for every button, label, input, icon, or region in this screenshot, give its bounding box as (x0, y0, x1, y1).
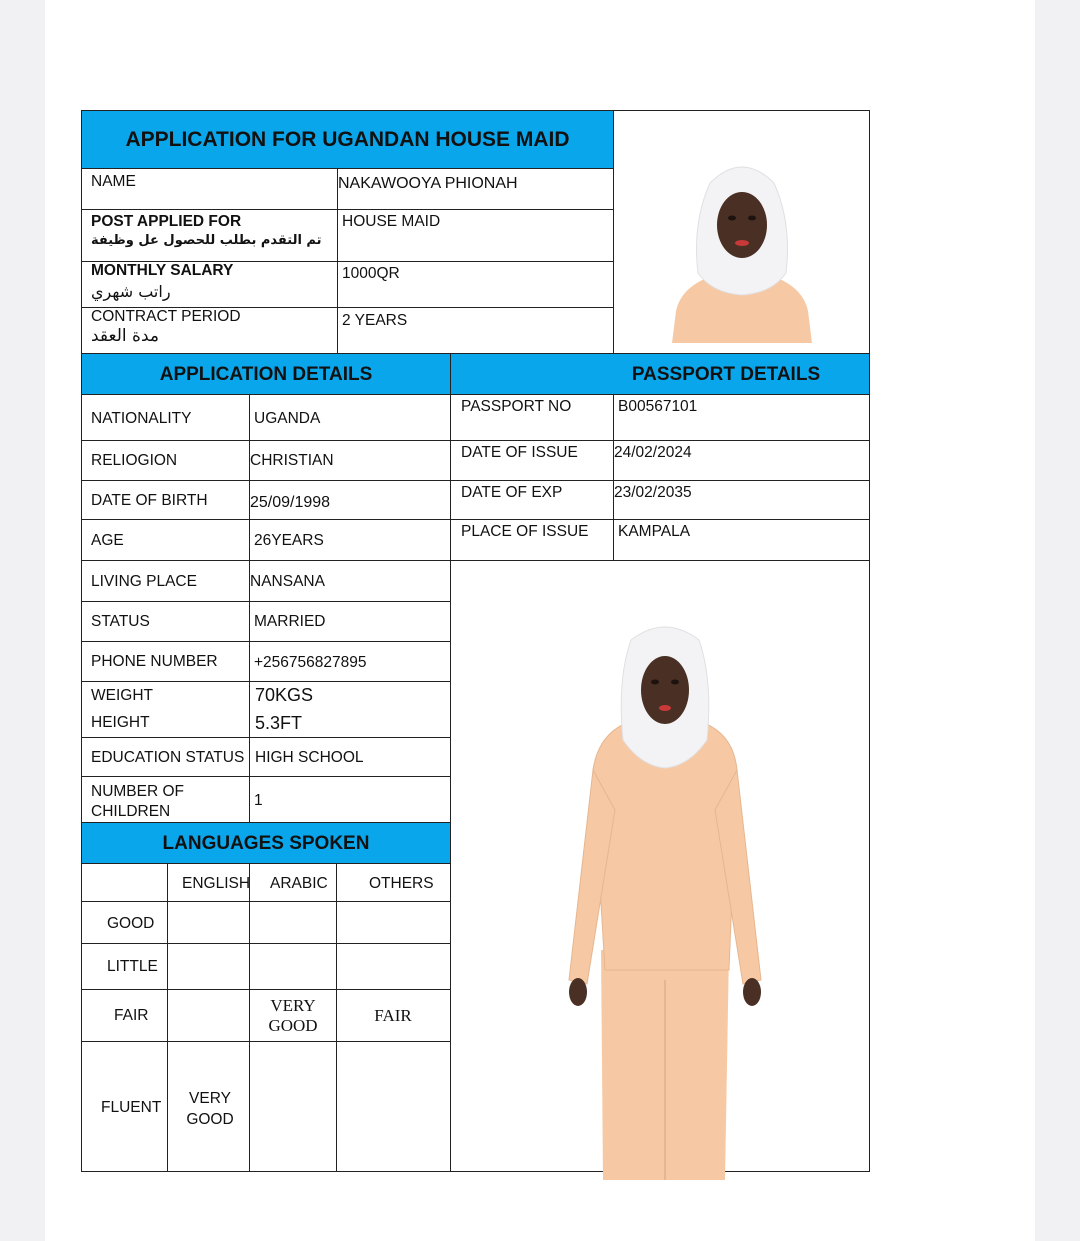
grid-line (81, 943, 451, 944)
education-value: HIGH SCHOOL (255, 749, 364, 766)
nationality-label: NATIONALITY (91, 410, 192, 427)
issue-date-label: DATE OF ISSUE (461, 444, 578, 461)
col-others: OTHERS (369, 875, 434, 892)
age-label: AGE (91, 532, 124, 549)
status-value: MARRIED (254, 613, 326, 630)
passport-no-label: PASSPORT NO (461, 398, 572, 415)
salary-label: MONTHLY SALARY (91, 262, 234, 279)
name-value-cell (337, 168, 614, 210)
level-little: LITTLE (107, 958, 158, 975)
application-details-heading: APPLICATION DETAILS (159, 364, 373, 385)
post-label-arabic: تم التقدم بطلب للحصول عل وظيفة (91, 233, 322, 248)
issue-date-value: 24/02/2024 (614, 444, 692, 461)
fair-others-value: FAIR (374, 1006, 412, 1025)
exp-date-label: DATE OF EXP (461, 484, 563, 501)
height-label: HEIGHT (91, 714, 150, 731)
level-fluent: FLUENT (101, 1099, 162, 1116)
passport-details-header (450, 353, 870, 395)
place-of-issue-label: PLACE OF ISSUE (461, 523, 589, 540)
age-value: 26YEARS (254, 532, 324, 549)
children-label: NUMBER OF CHILDREN (91, 783, 184, 820)
level-good: GOOD (107, 915, 155, 932)
name-value: NAKAWOOYA PHIONAH (338, 175, 518, 192)
headshot-photo (662, 153, 822, 343)
name-label-cell (81, 168, 338, 210)
document-page (45, 0, 1035, 1241)
post-label-cell (81, 209, 338, 262)
salary-value: 1000QR (342, 265, 400, 282)
education-label: EDUCATION STATUS (91, 749, 245, 766)
dob-value: 25/09/1998 (250, 494, 331, 511)
weight-label: WEIGHT (91, 687, 153, 704)
contract-label: CONTRACT PERIOD (91, 308, 241, 325)
contract-label-arabic: مدة العقد (91, 326, 159, 346)
document-title: APPLICATION FOR UGANDAN HOUSE MAID (125, 128, 570, 151)
grid-line (249, 863, 250, 1172)
contract-label-cell (81, 307, 338, 354)
children-value: 1 (254, 792, 263, 809)
post-label: POST APPLIED FOR (91, 213, 242, 230)
passport-details-heading: PASSPORT DETAILS (631, 364, 821, 385)
fair-arabic-value: VERY GOOD (268, 996, 318, 1035)
post-value: HOUSE MAID (342, 213, 441, 230)
weight-value: 70KGS (255, 685, 314, 705)
column-divider (613, 394, 614, 561)
post-value-cell (337, 209, 614, 262)
passport-no-value: B00567101 (618, 398, 698, 415)
col-english: ENGLISH (182, 875, 251, 892)
application-details-header (81, 353, 451, 395)
dob-label: DATE OF BIRTH (91, 492, 208, 509)
exp-date-value: 23/02/2035 (614, 484, 692, 501)
phone-label: PHONE NUMBER (91, 653, 218, 670)
full-body-photo (565, 620, 765, 1180)
title-bar (81, 110, 614, 169)
salary-label-cell (81, 261, 338, 308)
grid-line (167, 863, 168, 1172)
grid-line (81, 989, 451, 990)
living-place-value: NANSANA (250, 573, 325, 590)
height-value: 5.3FT (255, 713, 303, 733)
contract-value: 2 YEARS (342, 312, 408, 329)
contract-value-cell (337, 307, 614, 354)
nationality-value: UGANDA (254, 410, 321, 427)
grid-line (81, 901, 451, 902)
salary-value-cell (337, 261, 614, 308)
fluent-english-value: VERY GOOD (186, 1090, 234, 1128)
name-label: NAME (91, 173, 136, 190)
headshot-photo-frame (613, 110, 870, 354)
place-of-issue-value: KAMPALA (618, 523, 691, 540)
level-fair: FAIR (114, 1007, 149, 1024)
grid-line (336, 863, 337, 1172)
salary-label-arabic: راتب شهري (91, 282, 171, 301)
religion-label: RELIOGION (91, 452, 178, 469)
religion-value: CHRISTIAN (250, 452, 334, 469)
col-arabic: ARABIC (270, 875, 328, 892)
living-place-label: LIVING PLACE (91, 573, 197, 590)
phone-value: +256756827895 (254, 654, 367, 671)
languages-heading: LANGUAGES SPOKEN (162, 833, 370, 854)
grid-line (81, 1041, 451, 1042)
languages-header (81, 822, 451, 864)
status-label: STATUS (91, 613, 150, 630)
